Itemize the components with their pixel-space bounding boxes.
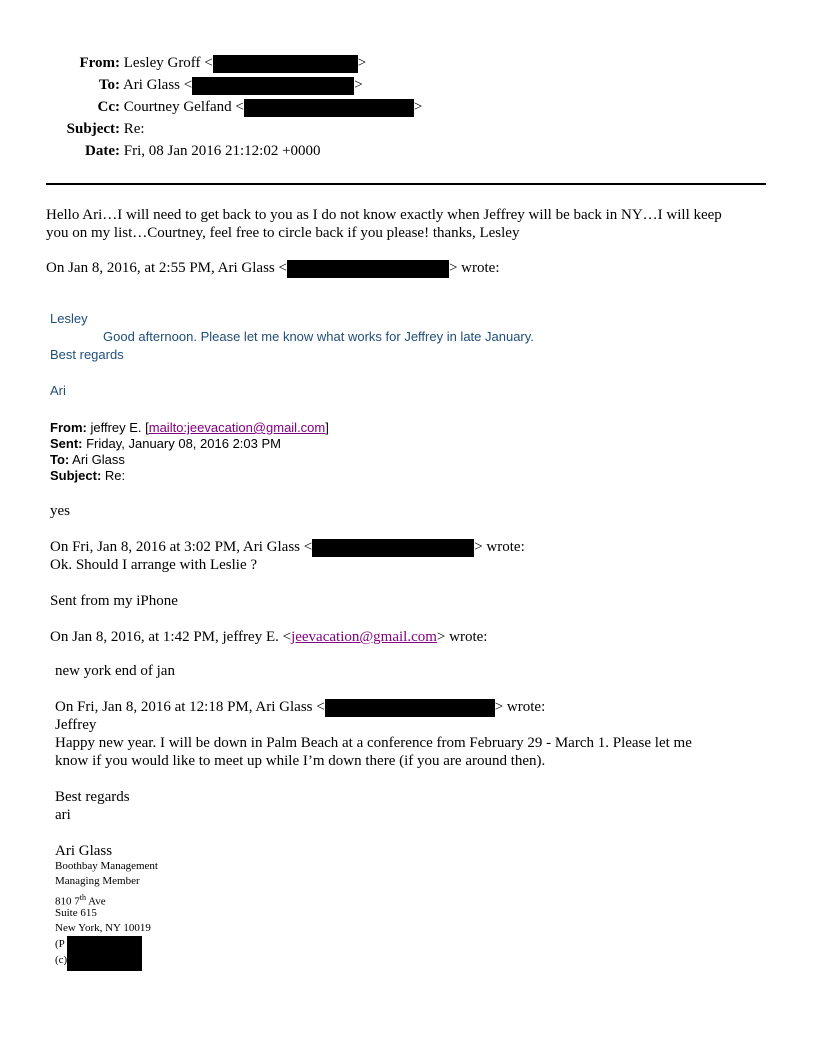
quote-text: > wrote: — [494, 699, 546, 715]
quote-2-text: Ok. Should I arrange with Leslie ? — [50, 557, 258, 573]
redacted-email — [213, 55, 358, 73]
body-line-2: you on my list…Courtney, feel free to circle back if you please! thanks, Lesley — [46, 225, 520, 241]
fwd-to-row — [50, 452, 125, 468]
quote-text: On Fri, Jan 8, 2016 at 3:02 PM, Ari Glass < — [50, 539, 313, 555]
header-subject-row — [46, 120, 145, 138]
date-label: Date: — [85, 143, 120, 159]
quote-header-1 — [46, 259, 500, 278]
bracket-close: > — [413, 99, 423, 115]
bracket-close: ] — [325, 420, 329, 435]
fwd-sent-row — [50, 436, 281, 452]
address-street: Ave — [85, 895, 106, 908]
redacted-email — [192, 77, 354, 95]
quote-4-greeting: Jeffrey — [55, 717, 97, 733]
ari-name: Ari — [50, 383, 66, 398]
from-label: From: — [79, 55, 120, 71]
redacted-phone-block — [67, 936, 142, 971]
email-link[interactable]: jeevacation@gmail.com — [291, 629, 437, 645]
signature-company: Boothbay Management — [55, 860, 158, 872]
header-to-row — [46, 76, 363, 95]
quote-4-name: ari — [55, 807, 71, 823]
redacted-email — [244, 99, 414, 117]
quote-header-2 — [50, 538, 525, 557]
fwd-mailto-link[interactable]: mailto:jeevacation@gmail.com — [148, 420, 326, 435]
fwd-from-row — [50, 420, 329, 436]
signature-suite: Suite 615 — [55, 907, 97, 919]
quote-3-text: new york end of jan — [55, 663, 175, 679]
signature-title: Managing Member — [55, 875, 140, 887]
quote-text: > wrote: — [448, 260, 500, 276]
signature-phone: (P — [55, 938, 65, 950]
quote-text: > wrote: — [436, 629, 488, 645]
fwd-subject-row — [50, 468, 125, 484]
fwd-from-value: jeffrey E. [ — [86, 420, 149, 435]
subject-value: Re: — [123, 121, 145, 137]
address-suffix: th — [79, 893, 86, 902]
signature-city: New York, NY 10019 — [55, 922, 151, 934]
ari-text: Good afternoon. Please let me know what works for Jeffrey in late January. — [103, 329, 534, 344]
fwd-to-label: To: — [50, 452, 70, 467]
header-divider — [46, 183, 766, 185]
date-value: Fri, 08 Jan 2016 21:12:02 +0000 — [123, 143, 321, 159]
quote-text: On Fri, Jan 8, 2016 at 12:18 PM, Ari Glass < — [55, 699, 325, 715]
reply-yes: yes — [50, 503, 70, 519]
cc-label: Cc: — [97, 99, 120, 115]
redacted-email — [312, 539, 474, 557]
ari-greeting: Lesley — [50, 311, 88, 326]
signature-name: Ari Glass — [55, 843, 113, 859]
from-name: Lesley Groff < — [123, 55, 213, 71]
ari-closing: Best regards — [50, 347, 124, 362]
to-name: Ari Glass < — [122, 77, 193, 93]
subject-label: Subject: — [66, 121, 120, 137]
quote-4-closing: Best regards — [55, 789, 130, 805]
to-label: To: — [98, 77, 120, 93]
quote-text: > wrote: — [474, 539, 525, 555]
fwd-sent-value: Friday, January 08, 2016 2:03 PM — [82, 436, 281, 451]
cc-name: Courtney Gelfand < — [123, 99, 244, 115]
signature-cell: (c) — [55, 954, 68, 966]
quote-4-line-2: know if you would like to meet up while I’m down there (if you are around then). — [55, 753, 546, 769]
header-cc-row — [46, 98, 422, 117]
fwd-from-label: From: — [50, 420, 87, 435]
quote-4-line-1: Happy new year. I will be down in Palm Beach at a conference from February 29 - March 1. Please let me — [55, 735, 692, 751]
quote-text: On Jan 8, 2016, at 2:55 PM, Ari Glass < — [46, 260, 287, 276]
bracket-close: > — [357, 55, 367, 71]
redacted-email — [325, 699, 495, 717]
quote-header-4 — [55, 698, 545, 717]
redacted-email — [287, 260, 449, 278]
fwd-subject-value: Re: — [101, 468, 126, 483]
address-number: 810 7 — [55, 895, 80, 908]
body-line-1: Hello Ari…I will need to get back to you as I do not know exactly when Jeffrey will be back in NY…I will keep — [46, 207, 722, 223]
fwd-subject-label: Subject: — [50, 468, 102, 483]
fwd-sent-label: Sent: — [50, 436, 83, 451]
sent-from-iphone: Sent from my iPhone — [50, 593, 178, 609]
header-from-row — [46, 54, 366, 73]
bracket-close: > — [354, 77, 363, 93]
quote-text: On Jan 8, 2016, at 1:42 PM, jeffrey E. < — [50, 629, 292, 645]
fwd-to-value: Ari Glass — [69, 452, 125, 467]
quote-header-3 — [50, 628, 487, 646]
header-date-row — [46, 142, 321, 160]
